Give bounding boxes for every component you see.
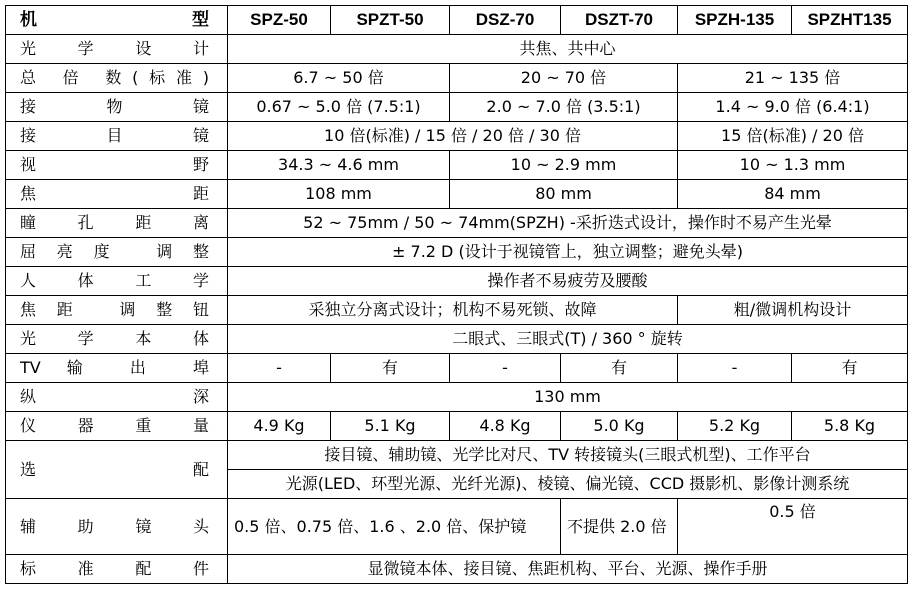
cell-value: 1.4 ~ 9.0 倍 (6.4:1) [678,93,908,122]
cell-value: 108 mm [228,180,450,209]
cell-value: 有 [561,354,678,383]
table-row [6,296,908,325]
table-row [6,383,908,412]
table-row [6,180,908,209]
cell-value: 2.0 ~ 7.0 倍 (3.5:1) [450,93,678,122]
cell-value: 5.1 Kg [331,412,450,441]
row-label: 瞳 孔 距 离 [6,209,228,238]
cell-value: 有 [331,354,450,383]
cell-value: 10 ~ 2.9 mm [450,151,678,180]
cell-value: 4.9 Kg [228,412,331,441]
table-row [6,354,908,383]
table-row [6,499,908,555]
table-row [6,555,908,584]
cell-value: 有 [792,354,908,383]
row-label: 选 配 [6,441,228,499]
row-label: 人 体 工 学 [6,267,228,296]
table-row [6,64,908,93]
cell-value: 粗/微调机构设计 [678,296,908,325]
row-label: TV 输 出 埠 [6,354,228,383]
cell-value: 6.7 ~ 50 倍 [228,64,450,93]
cell-value: 共焦、共中心 [228,35,908,64]
cell-value: - [678,354,792,383]
model-header: SPZT-50 [331,6,450,35]
row-label: 焦 距 [6,180,228,209]
row-label: 辅 助 镜 头 [6,499,228,555]
cell-value: - [228,354,331,383]
table-row [6,151,908,180]
cell-value: 0.67 ~ 5.0 倍 (7.5:1) [228,93,450,122]
cell-value: 34.3 ~ 4.6 mm [228,151,450,180]
cell-value: 光源(LED、环型光源、光纤光源)、棱镜、偏光镜、CCD 摄影机、影像计测系统 [228,470,908,499]
row-label: 接 目 镜 [6,122,228,151]
cell-value: 采独立分离式设计；机构不易死锁、故障 [228,296,678,325]
model-header: DSZT-70 [561,6,678,35]
row-label: 接 物 镜 [6,93,228,122]
cell-value: 不提供 2.0 倍 [561,499,678,555]
model-header: DSZ-70 [450,6,561,35]
cell-value: 21 ~ 135 倍 [678,64,908,93]
table-row [6,122,908,151]
model-header: SPZH-135 [678,6,792,35]
table-row [6,412,908,441]
row-label: 仪 器 重 量 [6,412,228,441]
cell-value: 130 mm [228,383,908,412]
table-row [6,325,908,354]
cell-value: ± 7.2 D (设计于视镜管上，独立调整；避免头晕) [228,238,908,267]
table-row [6,267,908,296]
cell-value: 84 mm [678,180,908,209]
cell-value: - [450,354,561,383]
header-label: 机 型 [6,6,228,35]
row-label: 视 野 [6,151,228,180]
row-label: 光 学 本 体 [6,325,228,354]
cell-value: 0.5 倍、0.75 倍、1.6 、2.0 倍、保护镜 [228,499,561,555]
cell-value: 15 倍(标准) / 20 倍 [678,122,908,151]
table-row [6,238,908,267]
row-label: 纵 深 [6,383,228,412]
model-header: SPZ-50 [228,6,331,35]
cell-value: 10 倍(标准) / 15 倍 / 20 倍 / 30 倍 [228,122,678,151]
cell-value: 52 ~ 75mm / 50 ~ 74mm(SPZH) -采折迭式设计，操作时不易产生光晕 [228,209,908,238]
cell-value: 5.0 Kg [561,412,678,441]
cell-value: 5.8 Kg [792,412,908,441]
cell-value: 显微镜本体、接目镜、焦距机构、平台、光源、操作手册 [228,555,908,584]
header-row [6,6,908,35]
row-label: 焦距 调整钮 [6,296,228,325]
table-row [6,93,908,122]
table-row [6,35,908,64]
cell-value: 二眼式、三眼式(T) / 360 ° 旋转 [228,325,908,354]
row-label: 光 学 设 计 [6,35,228,64]
table-row [6,209,908,238]
cell-value: 接目镜、辅助镜、光学比对尺、TV 转接镜头(三眼式机型)、工作平台 [228,441,908,470]
table-row [6,441,908,470]
spec-table [5,5,908,584]
row-label: 总 倍 数(标准) [6,64,228,93]
cell-value: 80 mm [450,180,678,209]
cell-value: 操作者不易疲劳及腰酸 [228,267,908,296]
row-label: 屈亮度 调整 [6,238,228,267]
cell-value: 10 ~ 1.3 mm [678,151,908,180]
cell-value: 20 ~ 70 倍 [450,64,678,93]
cell-value: 5.2 Kg [678,412,792,441]
cell-value: 0.5 倍 [678,499,908,555]
row-label: 标 准 配 件 [6,555,228,584]
cell-value: 4.8 Kg [450,412,561,441]
model-header: SPZHT135 [792,6,908,35]
